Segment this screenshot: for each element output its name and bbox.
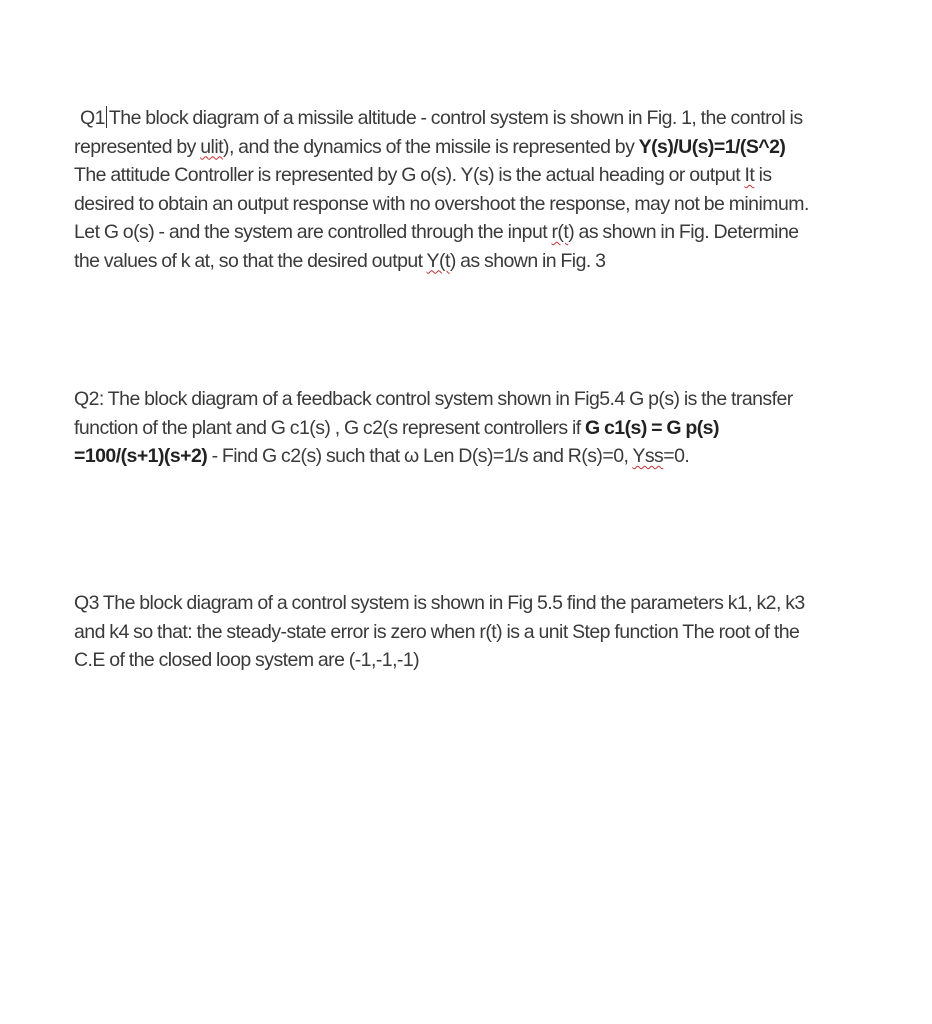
q2-line-3-text-d: =0. xyxy=(663,445,690,467)
q1-line-2-text-a: represented by xyxy=(74,135,201,158)
q1-transfer-function: Y(s)/U(s)=1/(S^2) xyxy=(638,135,786,158)
q2-line-3 xyxy=(74,442,864,471)
question-2 xyxy=(74,385,864,471)
q1-line-3-text-c: is xyxy=(754,164,772,186)
q1-line-2-text-c: ), and the dynamics of the missile is represented by xyxy=(223,135,639,158)
q2-line-3-text-b: - Find G c2(s) such that ω Len D(s)=1/s and R(s)=0, xyxy=(207,445,633,467)
text-cursor xyxy=(106,106,107,128)
q1-line-6-text-c: ) as shown in Fig. 3 xyxy=(449,249,606,272)
q1-line-1 xyxy=(74,104,864,133)
q2-line-2-text-a: function of the plant and G c1(s) , G c2(s represent controllers if xyxy=(74,416,586,439)
q1-line-2 xyxy=(74,133,864,162)
q1-line-5-text-a: Let G o(s) - and the system are controlled through the input xyxy=(74,221,552,243)
q1-line-5 xyxy=(74,218,864,247)
q2-misspelled-word: Yss xyxy=(632,445,664,467)
q1-label: Q1 xyxy=(80,107,105,129)
q1-line-6 xyxy=(74,247,864,276)
q1-line-3-text-a: The attitude Controller is represented by G o(s). Y(s) is the actual heading or output xyxy=(74,164,745,186)
q1-line-3 xyxy=(74,161,864,190)
q1-misspelled-word: r(t xyxy=(551,221,569,243)
q3-line-3: C.E of the closed loop system are (-1,-1,-1) xyxy=(74,649,420,671)
q1-misspelled-word: ulit xyxy=(200,135,223,158)
q3-line-1: Q3 The block diagram of a control system is shown in Fig 5.5 find the parameters k1, k2, k3 xyxy=(74,592,805,614)
q2-plant-function: =100/(s+1)(s+2) xyxy=(74,445,208,467)
q1-misspelled-word: It xyxy=(744,164,755,186)
q1-line-5-text-c: ) as shown in Fig. Determine xyxy=(568,221,799,243)
q1-line-1-text: The block diagram of a missile altitude - control system is shown in Fig. 1, the control is xyxy=(108,107,803,129)
q1-misspelled-word: Y(t xyxy=(426,249,450,272)
q2-controller-equation: G c1(s) = G p(s) xyxy=(585,416,719,439)
q1-line-4: desired to obtain an output response with no overshoot the response, may not be minimum. xyxy=(74,192,809,215)
q2-line-1: Q2: The block diagram of a feedback control system shown in Fig5.4 G p(s) is the transfer xyxy=(74,388,793,410)
question-1 xyxy=(74,104,864,275)
q2-line-2 xyxy=(74,414,864,443)
question-3 xyxy=(74,589,864,675)
q1-line-6-text-a: the values of k at, so that the desired output xyxy=(74,249,427,272)
q3-line-2: and k4 so that: the steady-state error is zero when r(t) is a unit Step function The root of the xyxy=(74,620,800,643)
